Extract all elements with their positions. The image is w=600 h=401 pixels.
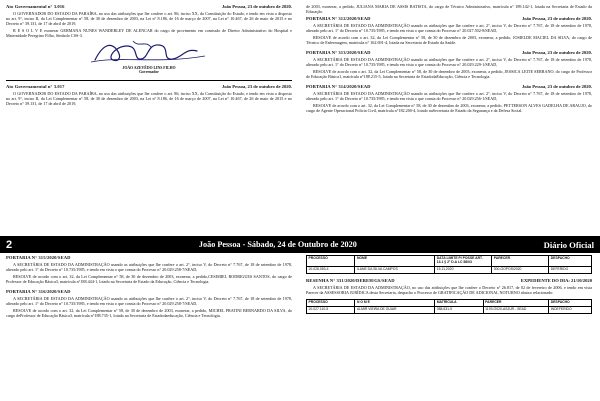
ato-3017-number: Ato Governamental n° 3.017: [6, 83, 65, 89]
portaria-315-header: [6, 255, 292, 260]
posse-table: [306, 255, 592, 274]
ato-3017-header: [6, 84, 292, 89]
adicional-noturno-table: [306, 299, 592, 314]
cell-despacho: DEFERIDO: [549, 266, 592, 273]
portaria-314-block: [306, 84, 592, 113]
cell-nome: ILANE DA SILVA CAMPOS: [355, 266, 435, 273]
cell-processo: 20.028.053-4: [307, 266, 355, 273]
portaria-313-block: [306, 50, 592, 79]
portaria-315-resolve: RESOLVE de acordo com o art. 32, da Lei Complementar n° 58, de 30 de dezembro de 2003, exonerar, a pedido,CESIMIEL RODRIGUES SANTOS, do cargo de Professor de Educação Básica3, matrícula n°188.444-1, lotado na Secretaria de Estado da Educação, Ciência e Tecnologia.: [6, 273, 292, 284]
signature-scribble-icon: [89, 38, 209, 66]
ato-3016-paragraph-1: O GOVERNADOR DO ESTADO DA PARAÍBA, no uso das atribuições que lhe confere o art. 86, inciso XX, da Constituição do Estado, e tendo em vista o disposto no art. 9°, inciso II, da Lei Complementar n° 58, de 30 de dezembro de 2003, na Lei n° 8.186, de 16 de março de 2007, na Lei n° 10.467, de 26 de maio de 2015 e no Decreto n° 39.131, de 17 de abril de 2019,: [6, 11, 292, 26]
col2-processo: PROCESSO: [307, 299, 355, 306]
col-nome: NOME: [355, 256, 435, 267]
resenha-paragraph: A SECRETÁRIA DE ESTADO DA ADMINISTRAÇÃO, no uso das atribuições que lhe confere o Decreto n° 26.817, de 02 de fevereiro de 2006, e tendo em vista Parecer da ASSESSORIA JURÍDICA desta Secretaria, despacho o Processo de GRATIFICAÇÃO DE ADICIONAL NOTURNO abaixo relacionado:: [306, 284, 592, 295]
portaria-316-number: PORTARIA N° 316/2020/SEAD: [6, 288, 71, 294]
resenha-header: [306, 278, 592, 283]
ato-3016-block: [6, 4, 292, 75]
cell2-matricula: 088.631-9: [435, 306, 483, 313]
page-banner: [0, 236, 600, 253]
ato-3016-paragraph-2: R E S O L V E exonerar GERMANA NUNES WANDERLEY DE ALENCAR do cargo de provimento em comissão de Diretor Administrativo do Hospital e Maternidade Peregrino Filho, Símbolo CSS-3.: [6, 27, 292, 38]
table-header-row: [307, 256, 592, 267]
governor-signature: [6, 40, 292, 66]
col-processo: PROCESSO: [307, 256, 355, 267]
bottom-left-column: [6, 255, 292, 323]
bottom-section: [0, 255, 600, 401]
col2-despacho: DESPACHO: [549, 299, 592, 306]
portaria-313-date: João Pessoa, 23 de outubro de 2020.: [521, 49, 592, 55]
col2-nome: N O M E: [355, 299, 435, 306]
ato-3016-number: Ato Governamental n° 3.016: [6, 4, 65, 9]
portaria-312-header: [306, 16, 592, 21]
table-row: [307, 306, 592, 313]
adicional-noturno-table-wrapper: [306, 299, 592, 314]
ato-3016-header: [6, 4, 292, 9]
portaria-313-preamble: A SECRETÁRIA DE ESTADO DA ADMINISTRAÇÃO usando as atribuições que lhe confere o art. 2°, inciso V, do Decreto n° 7.767, de 18 de setembro de 1978, alterado pelo art. 1° do Decreto n° 10.735/1985, e tendo em vista o que consta do Processo n° 20.029.229-1/SEAD,: [306, 56, 592, 67]
top-left-column: [6, 4, 292, 111]
portaria-315-preamble: A SECRETÁRIA DE ESTADO DA ADMINISTRAÇÃO usando as atribuições que lhe confere o art. 2°, inciso V, do Decreto n° 7.767, de 18 de setembro de 1978, alterado pelo art. 1° do Decreto n° 10.735/1985, e tendo em vista o que consta do Processo n° 20.029.258-7/SEAD,: [6, 262, 292, 272]
portaria-315-block: [6, 255, 292, 284]
cell-data-limite: 15.11.2020: [435, 266, 492, 273]
cell2-processo: 20.027.110-5: [307, 306, 355, 313]
resenha-expediente: EXPEDIENTE DO DIA: 21/10/2020: [520, 277, 592, 283]
cell2-parecer: 1193 /2020-ASJUR - SEAD: [483, 306, 549, 313]
page-number: 2: [6, 238, 13, 251]
col2-parecer: PARECER: [483, 299, 549, 306]
divider-rule-left: [6, 80, 292, 81]
cell2-nome: ALMIR VIEIRA DE GUIAR: [355, 306, 435, 313]
portaria-316-resolve: RESOLVE de acordo com o art. 32, da Lei Complementar n° 58, de 30 de dezembro de 2003, exonerar, a pedido, MICHEL PRATINI BERNARDO DA SILVA, do cargo deProfessor de Educação Básica3, matrícula n°188.735-1, lotado na Secretaria de Estadodaeducação, Ciência e Tecnologia.: [6, 307, 292, 318]
table-row: [307, 266, 592, 273]
ato-3017-paragraph-1: O GOVERNADOR DO ESTADO DA PARAÍBA, no uso das atribuições que lhe confere o art. 86, inciso XX, da Constituição do Estado, e tendo em vista o disposto no art. 9°, inciso II, da Lei Complementar n° 58, de 30 de dezembro de 2003, na Lei n° 8.186, de 16 de março de 2007, na Lei n° 10.467, de 26 de maio de 2015 e no Decreto n° 39.131, de 17 de abril de 2019,: [6, 90, 292, 106]
portaria-314-date: João Pessoa, 23 de outubro de 2020.: [521, 83, 592, 89]
portaria-313-resolve: RESOLVE de acordo com o art. 32, da Lei Complementar n° 58, de 30 de dezembro de 2003, exonerar, a pedido, JESSICA LEITE SERRANO, do cargo de Professor de Educação Básica1, matrícula n°188.215-5, lotada na Secretaria de EstadodaEducação, Ciência e Tecnologia.: [306, 68, 592, 79]
portaria-315-number: PORTARIA N° 315/2020/SEAD: [6, 255, 71, 260]
portaria-313-header: [306, 50, 592, 55]
portaria-312-preamble: A SECRETÁRIA DE ESTADO DA ADMINISTRAÇÃO usando as atribuições que lhe confere o art. 2°, inciso V, do Decreto n° 7.767, de 18 de setembro de 1978, alterado pelo art. 1° do Decreto n° 10.735/1985, e tendo em vista o que consta do Processo n° 20.027.502-8/SEAD,: [306, 22, 592, 33]
cell2-despacho: INDEFERIDO: [549, 306, 592, 313]
portaria-314-preamble: A SECRETÁRIA DE ESTADO DA ADMINISTRAÇÃO usando as atribuições que lhe confere o art. 2°, inciso V, do Decreto n° 7.767, de 18 de setembro de 1978, alterado pelo art. 1° do Decreto n° 10.735/1985, e tendo em vista o que consta do Processo n° 20.029.256-1/SEAD,: [306, 90, 592, 101]
col2-matricula: MATRÍCULA: [435, 299, 483, 306]
continued-paragraph: de 2003, exonerar, a pedido, JULIANA MARIA DE ASSIS BATISTA, do cargo de Técnico Administrativo, matrícula n° 189.142-1, lotada na Secretaria de Estado da Educação.: [306, 4, 592, 14]
portaria-316-preamble: A SECRETÁRIA DE ESTADO DA ADMINISTRAÇÃO usando as atribuições que lhe confere o art. 2°, inciso V, do Decreto n° 7.767, de 18 de setembro de 1978, alterado pelo art. 1° do Decreto n° 10.735/1985, e tendo em vista o que consta do Processo n° 20.029.258-7/SEAD,: [6, 295, 292, 306]
banner-date: João Pessoa - Sábado, 24 de Outubro de 2020: [198, 240, 357, 249]
signature-role: Governador: [139, 70, 159, 75]
banner-title: Diário Oficial: [543, 239, 594, 250]
bottom-right-column: [306, 255, 592, 318]
col-parecer: PARECER: [492, 256, 549, 267]
ato-3017-block: [6, 84, 292, 106]
posse-table-wrapper: [306, 255, 592, 274]
cell-parecer: 300-GOPOS/2020: [492, 266, 549, 273]
portaria-316-block: [6, 289, 292, 318]
portaria-316-header: [6, 289, 292, 294]
ato-3017-date: João Pessoa, 23 de outubro de 2020.: [221, 83, 292, 89]
table-header-row: [307, 299, 592, 306]
top-right-column: [306, 4, 592, 118]
portaria-314-header: [306, 84, 592, 89]
portaria-312-resolve: RESOLVE de acordo com o art. 32, da Lei Complementar n° 58, de 30 de dezembro de 2003, exonerar, a pedido, JOSIELDE MACIEL DA SILVA, do cargo de Técnico de Enfermagem, matrícula n° 162.691-4, lotada na Secretaria de Estado da Saúde.: [306, 34, 592, 45]
ato-3016-date: João Pessoa, 23 de outubro de 2020.: [221, 4, 292, 9]
portaria-312-number: PORTARIA N° 312/2020/SEAD: [306, 15, 371, 21]
portaria-312-date: João Pessoa, 23 de outubro de 2020.: [521, 15, 592, 21]
portaria-313-number: PORTARIA N° 313/2020/SEAD: [306, 49, 371, 55]
portaria-314-resolve: RESOLVE de acordo com o art. 32, da Lei Complementar n° 58, de 30 de dezembro de 2003, exonerar, a pedido, PETTERSON ALVES GADELHA DE ARAUJO, do cargo de Agente Operacional Policia Civil, matrícula n°182.200-4, lotado naSecretaria de Estado da Segurança e da Defesa Social.: [306, 102, 592, 113]
resenha-number: RESENHA N° 331/2020/DEREH/GS/SEAD: [306, 277, 395, 283]
portaria-312-block: [306, 16, 592, 45]
col-despacho: DESPACHO: [549, 256, 592, 267]
signature-name: JOÃO AZEVÊDO LINS FILHO: [122, 65, 176, 70]
portaria-314-number: PORTARIA N° 314/2020/SEAD: [306, 83, 371, 89]
col-data-limite: DATA LIMITE P/ POSSE ART. 13.1 § 2° D.A LC 58/03: [435, 256, 492, 267]
